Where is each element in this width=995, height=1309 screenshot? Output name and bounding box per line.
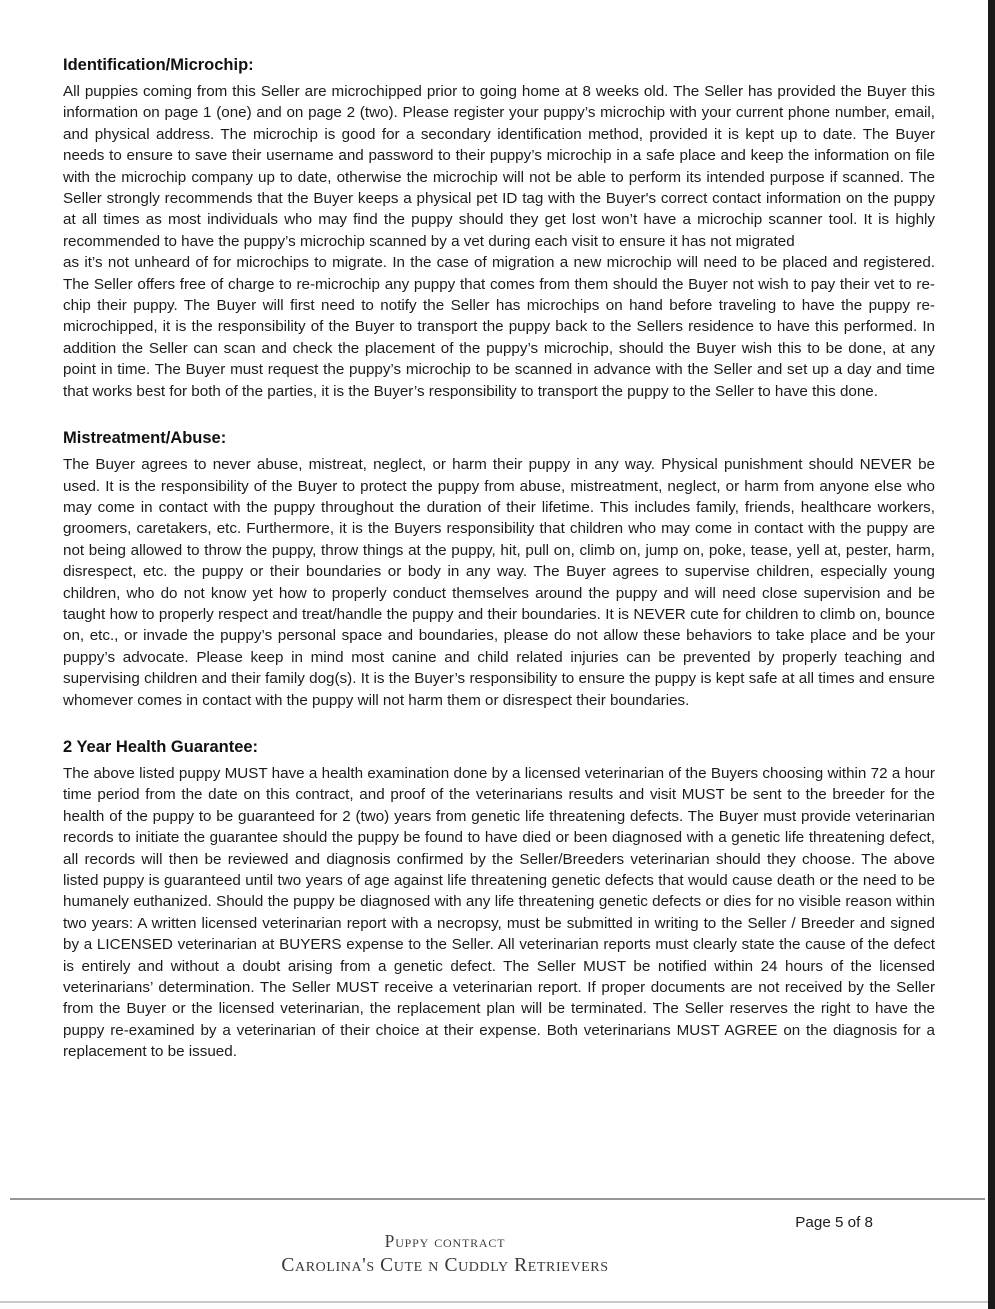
section-heading: Mistreatment/Abuse: <box>63 429 227 448</box>
section-heading: 2 Year Health Guarantee: <box>63 737 259 756</box>
footer-divider <box>10 1198 985 1200</box>
paragraph: as it’s not unheard of for microchips to migrate. In the case of migration a new microchip will need to be placed and registered. The Seller offers free of charge to re-microchip any puppy that comes from them should the Buyer not wish to pay their vet to re-chip their puppy. The Buyer will first need to notify the Seller has microchips on hand before traveling to have the puppy re-microchipped, it is the responsibility of the Buyer to transport the puppy back to the Sellers residence to have this performed. In addition the Seller can scan and check the placement of the puppy’s microchip, should the Buyer wish this to be done, at any point in time. The Buyer must request the puppy’s microchip to be scanned in advance with the Seller and set up a day and time that works best for both of the parties, it is the Buyer’s responsibility to transport the puppy to the Seller to have this done. <box>63 254 935 400</box>
paragraph: The Buyer agrees to never abuse, mistreat, neglect, or harm their puppy in any way. Physical punishment should NEVER be used. It is the responsibility of the Buyer to protect the puppy from abuse, mistreatment, neglect, or harm from anyone else who may come in contact with the puppy throughout the duration of their lifetime. This includes family, friends, healthcare workers, groomers, caretakers, etc. Furthermore, it is the Buyers responsibility that children who may come in contact with the puppy are not being allowed to throw the puppy, throw things at the puppy, hit, pull on, climb on, jump on, poke, tease, yell at, pester, harm, disrespect, etc. the puppy or their boundaries or body in any way. The Buyer agrees to supervise children, especially young children, who do not know yet how to properly conduct themselves around the puppy and will need close supervision and be taught how to properly respect and treat/handle the puppy and their boundaries. It is NEVER cute for children to climb on, bounce on, etc., or invade the puppy’s personal space and boundaries, please do not allow these behaviors to take place and be your puppy’s advocate. Please keep in mind most canine and child related injuries can be prevented by properly teaching and supervising children and their family dog(s). It is the Buyer’s responsibility to ensure the puppy is kept safe at all times and ensure whomever comes in contact with the puppy will not harm them or disrespect their boundaries. <box>63 456 935 709</box>
section-heading: Identification/Microchip: <box>63 56 254 74</box>
page-bottom-edge <box>0 1301 988 1309</box>
page-number: Page 5 of 8 <box>795 1214 873 1231</box>
section-health-guarantee <box>63 736 935 1063</box>
footer-subtitle: Carolina's Cute n Cuddly Retrievers <box>281 1255 609 1276</box>
paragraph: All puppies coming from this Seller are microchipped prior to going home at 8 weeks old. The Seller has provided the Buyer this information on page 1 (one) and on page 2 (two). Please register your puppy’s microchip with your current phone number, email, and physical address. The microchip is good for a secondary identification method, provided it is kept up to date. The Buyer needs to ensure to save their username and password to their puppy’s microchip in a safe place and keep the information on file with the microchip company up to date, otherwise the microchip will not be able to perform its intended purpose if scanned. The Seller strongly recommends that the Buyer keeps a physical pet ID tag with the Buyer's correct contact information on the puppy at all times as most individuals who may find the puppy should they get lost won’t have a microchip scanner tool. It is highly recommended to have the puppy’s microchip scanned by a vet during each visit to ensure it has not migrated <box>63 83 935 250</box>
section-mistreatment-abuse <box>63 427 935 711</box>
section-identification-microchip <box>63 54 935 402</box>
contract-body <box>63 54 935 1088</box>
page-right-edge <box>988 0 995 1309</box>
page-footer <box>0 1231 890 1277</box>
paragraph: The above listed puppy MUST have a health examination done by a licensed veterinarian of the Buyers choosing within 72 a hour time period from the date on this contract, and proof of the veterinarians results and visit MUST be sent to the breeder for the health of the puppy to be guaranteed for 2 (two) years from genetic life threatening defects. The Buyer must provide veterinarian records to initiate the guarantee should the puppy be found to have died or been diagnosed with a genetic life threatening defect, all records will then be reviewed and diagnosis confirmed by the Seller/Breeders veterinarian should they choose. The above listed puppy is guaranteed until two years of age against life threatening genetic defects that would cause death or the need to be humanely euthanized. Should the puppy be diagnosed with any life threatening genetic defects or dies for no visible reason within two years: A written licensed veterinarian report with a necropsy, must be submitted in writing to the Seller / Breeder and signed by a LICENSED veterinarian at BUYERS expense to the Seller. All veterinarian reports must clearly state the cause of the defect is entirely and without a doubt arising from a genetic defect. The Seller MUST be notified within 24 hours of the licensed veterinarians’ determination. The Seller MUST receive a veterinarian report. If proper documents are not received by the Seller from the Buyer or the licensed veterinarian, the replacement plan will be terminated. The Seller reserves the right to have the puppy re-examined by a veterinarian of their choice at their expense. Both veterinarians MUST AGREE on the diagnosis for a replacement to be issued. <box>63 764 935 1061</box>
footer-title: Puppy contract <box>384 1231 506 1251</box>
